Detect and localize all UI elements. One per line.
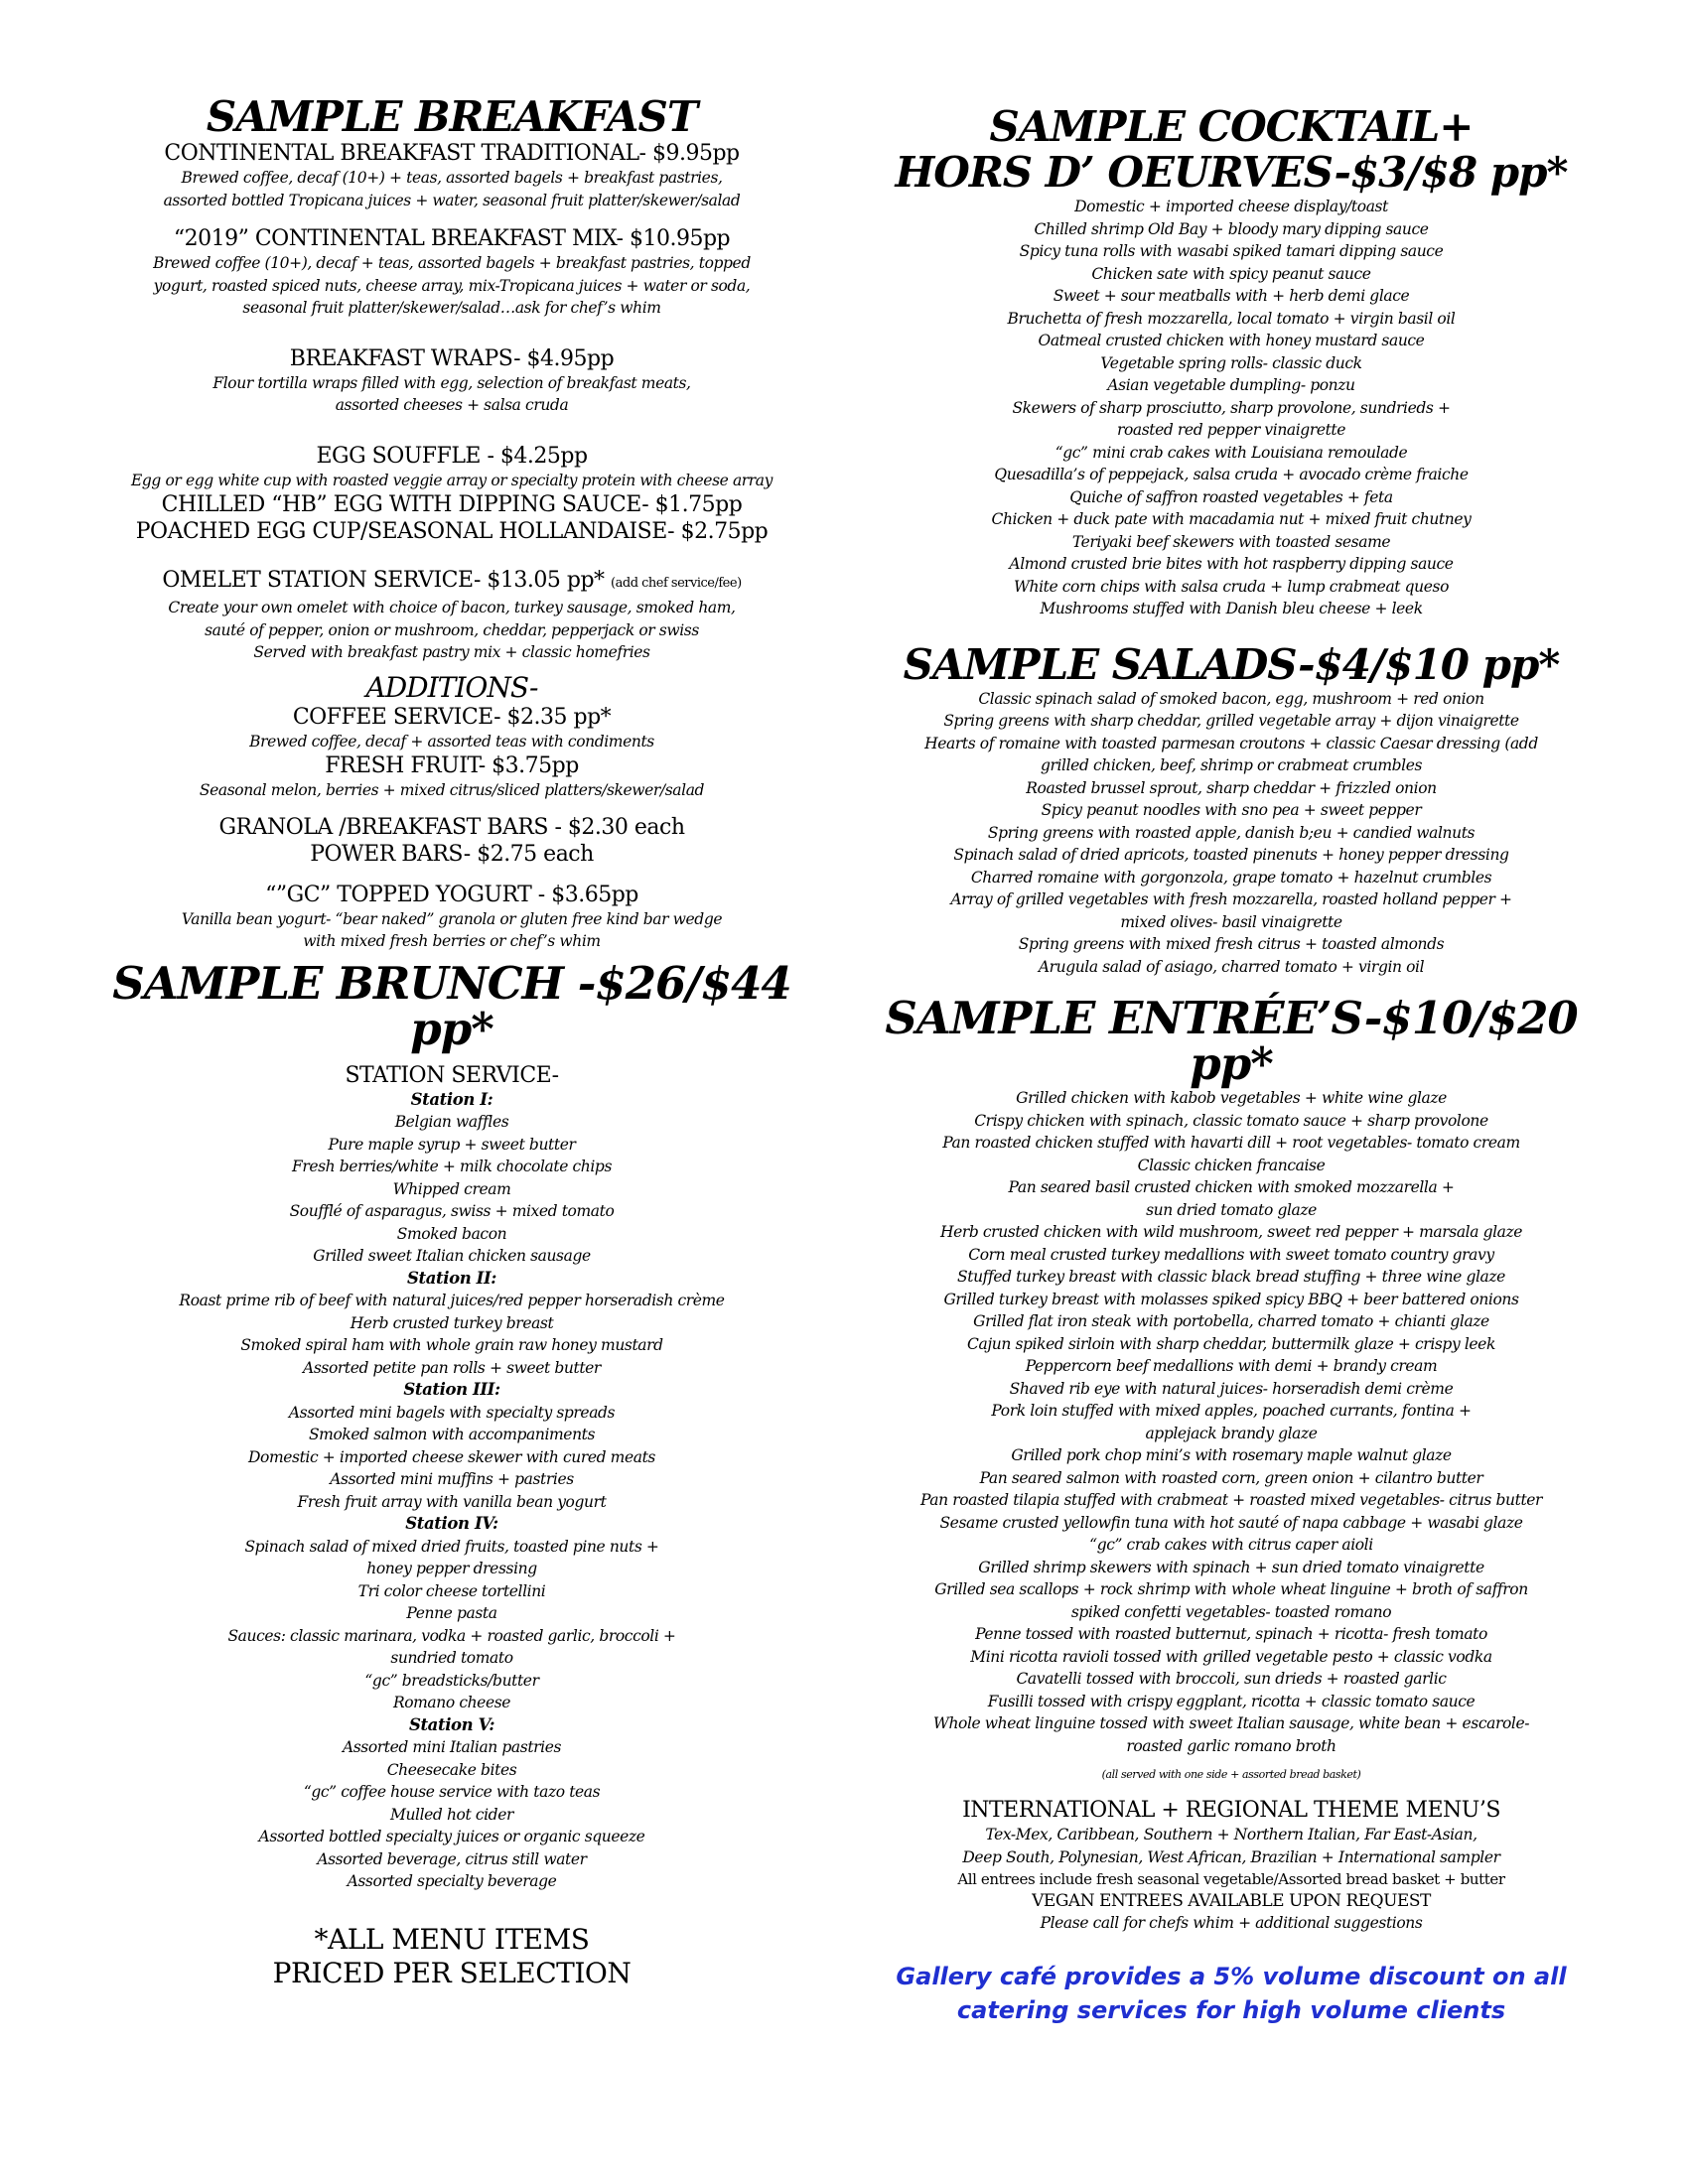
souffle-desc: Egg or egg white cup with roasted veggie array or specialty protein with cheese array xyxy=(131,471,773,489)
entree-item: Fusilli tossed with crispy eggplant, ricotta + classic tomato sauce xyxy=(987,1692,1476,1710)
cocktail-item: Quesadilla’s of peppejack, salsa cruda + avocado crème fraiche xyxy=(994,466,1469,483)
call-note: Please call for chefs whim + additional suggestions xyxy=(1040,1913,1423,1932)
poached-egg-head: POACHED EGG CUP/SEASONAL HOLLANDAISE- $2.75pp xyxy=(135,519,769,544)
souffle-section xyxy=(99,443,804,546)
station-item: Assorted bottled specialty juices or organic squeeze xyxy=(258,1828,645,1845)
entree-item: Cavatelli tossed with broccoli, sun drieds + roasted garlic xyxy=(1016,1670,1447,1688)
chilled-egg-head: CHILLED “HB” EGG WITH DIPPING SAUCE- $1.75pp xyxy=(161,492,743,517)
station-item: Fresh berries/white + milk chocolate chips xyxy=(291,1158,613,1175)
entree-item: Peppercorn beef medallions with demi + brandy cream xyxy=(1025,1357,1438,1375)
brunch-sub: STATION SERVICE- xyxy=(345,1062,559,1088)
cocktail-item: “gc” mini crab cakes with Louisiana remoulade xyxy=(1055,443,1408,462)
left-column xyxy=(99,94,804,1990)
station-item: Assorted mini muffins + pastries xyxy=(330,1470,574,1488)
station-item: Assorted mini bagels with specialty spreads xyxy=(288,1403,616,1422)
continental-head: CONTINENTAL BREAKFAST TRADITIONAL- $9.95pp xyxy=(164,141,740,166)
yogurt-desc-1: Vanilla bean yogurt- “bear naked” granola or gluten free kind bar wedge xyxy=(181,909,723,928)
granola-head: GRANOLA /BREAKFAST BARS - $2.30 each xyxy=(218,814,685,840)
station-item: Grilled sweet Italian chicken sausage xyxy=(313,1247,591,1265)
cocktail-item: White corn chips with salsa cruda + lump crabmeat queso xyxy=(1013,577,1450,596)
entree-item: Pan seared basil crusted chicken with smoked mozzarella + xyxy=(1008,1178,1455,1196)
entree-item: Sesame crusted yellowfin tuna with hot sauté of napa cabbage + wasabi glaze xyxy=(939,1513,1523,1532)
fruit-head: FRESH FRUIT- $3.75pp xyxy=(325,753,579,778)
station-item: Domestic + imported cheese skewer with cured meats xyxy=(248,1447,655,1466)
breakfast-title: SAMPLE BREAKFAST xyxy=(206,92,698,141)
right-column xyxy=(874,104,1589,2027)
entree-item: sun dried tomato glaze xyxy=(1146,1200,1317,1219)
salad-item: Hearts of romaine with toasted parmesan croutons + classic Caesar dressing (add xyxy=(924,734,1538,752)
entrees-note: (all served with one side + assorted bread basket) xyxy=(1101,1768,1361,1781)
mix-desc-2: yogurt, roasted spiced nuts, cheese array, mix-Tropicana juices + water or soda, xyxy=(153,276,751,295)
station-name: Station V: xyxy=(408,1714,495,1734)
entree-item: Shaved rib eye with natural juices- horseradish demi crème xyxy=(1009,1379,1454,1398)
entree-item: Crispy chicken with spinach, classic tomato sauce + sharp provolone xyxy=(974,1111,1488,1130)
station-item: honey pepper dressing xyxy=(366,1560,537,1577)
station-item: Smoked salmon with accompaniments xyxy=(308,1426,596,1443)
continental-desc-1: Brewed coffee, decaf (10+) + teas, assorted bagels + breakfast pastries, xyxy=(181,169,723,187)
entree-item: “gc” crab cakes with citrus caper aioli xyxy=(1089,1536,1373,1554)
international-desc-2: Deep South, Polynesian, West African, Brazilian + International sampler xyxy=(962,1847,1500,1866)
salad-item: Spicy peanut noodles with sno pea + sweet pepper xyxy=(1041,801,1422,819)
wraps-head: BREAKFAST WRAPS- $4.95pp xyxy=(289,345,615,371)
cocktail-item: Chilled shrimp Old Bay + bloody mary dipping sauce xyxy=(1034,219,1429,238)
cocktail-item: Oatmeal crusted chicken with honey mustard sauce xyxy=(1038,332,1425,349)
station-item: Whipped cream xyxy=(392,1179,511,1198)
cocktail-item: Quiche of saffron roasted vegetables + feta xyxy=(1069,487,1393,506)
station-item: Sauces: classic marinara, vodka + roasted garlic, broccoli + xyxy=(227,1626,676,1645)
vegan-note: VEGAN ENTREES AVAILABLE UPON REQUEST xyxy=(1032,1890,1431,1911)
omelet-head-text: OMELET STATION SERVICE- $13.05 pp* xyxy=(162,568,605,593)
cocktail-item: Sweet + sour meatballs with + herb demi glace xyxy=(1053,287,1410,305)
entree-item: Corn meal crusted turkey medallions with sweet tomato country gravy xyxy=(968,1245,1494,1264)
power-head: POWER BARS- $2.75 each xyxy=(310,841,594,867)
international-section xyxy=(874,1797,1589,1934)
coffee-desc: Brewed coffee, decaf + assorted teas with condiments xyxy=(249,732,654,751)
yogurt-head: “”GC” TOPPED YOGURT - $3.65pp xyxy=(265,882,638,907)
entree-item: Classic chicken francaise xyxy=(1137,1156,1326,1174)
station-item: Assorted mini Italian pastries xyxy=(342,1738,562,1756)
salad-item: Spinach salad of dried apricots, toasted pinenuts + honey pepper dressing xyxy=(953,846,1509,864)
international-head: INTERNATIONAL + REGIONAL THEME MENU’S xyxy=(962,1798,1500,1823)
brunch-title: SAMPLE BRUNCH -$26/$44 pp* xyxy=(112,956,791,1055)
station-name: Station I: xyxy=(410,1089,493,1109)
omelet-desc-1: Create your own omelet with choice of bacon, turkey sausage, smoked ham, xyxy=(168,599,736,616)
additions-title: ADDITIONS- xyxy=(365,670,538,704)
entree-item: Grilled shrimp skewers with spinach + sun dried tomato vinaigrette xyxy=(978,1558,1484,1576)
station-name: Station IV: xyxy=(405,1514,498,1533)
wraps-section xyxy=(99,345,804,417)
station-item: Belgian waffles xyxy=(394,1113,509,1131)
cocktail-item: roasted red pepper vinaigrette xyxy=(1116,421,1346,439)
cocktail-item: Teriyaki beef skewers with toasted sesame xyxy=(1071,532,1391,551)
footer-note xyxy=(99,1923,804,1990)
continental-section xyxy=(99,140,804,211)
station-item: Cheesecake bites xyxy=(386,1760,517,1779)
cocktail-item: Vegetable spring rolls- classic duck xyxy=(1100,353,1362,372)
station-item: Pure maple syrup + sweet butter xyxy=(328,1135,576,1154)
discount-line-1: Gallery café provides a 5% volume discount on all xyxy=(896,1963,1567,1990)
station-item: Assorted petite pan rolls + sweet butter xyxy=(303,1358,601,1377)
station-item: sundried tomato xyxy=(390,1649,513,1667)
cocktail-list xyxy=(874,196,1589,620)
entree-item: spiked confetti vegetables- toasted romano xyxy=(1070,1602,1392,1621)
wraps-desc-2: assorted cheeses + salsa cruda xyxy=(335,396,569,414)
mix-desc-3: seasonal fruit platter/skewer/salad…ask for chef’s whim xyxy=(242,299,661,317)
salad-item: Spring greens with sharp cheddar, grilled vegetable array + dijon vinaigrette xyxy=(943,712,1519,730)
station-item: Spinach salad of mixed dried fruits, toasted pine nuts + xyxy=(244,1537,659,1556)
entree-item: Whole wheat linguine tossed with sweet Italian sausage, white bean + escarole- xyxy=(932,1714,1530,1732)
salads-list xyxy=(874,688,1589,979)
station-item: Assorted beverage, citrus still water xyxy=(317,1849,587,1868)
station-name: Station III: xyxy=(403,1380,500,1399)
station-item: Assorted specialty beverage xyxy=(347,1872,557,1890)
souffle-head: EGG SOUFFLE - $4.25pp xyxy=(316,443,588,469)
entree-item: Grilled flat iron steak with portobella, charred tomato + chianti glaze xyxy=(973,1312,1489,1330)
station-item: Tri color cheese tortellini xyxy=(357,1581,546,1600)
salad-item: Charred romaine with gorgonzola, grape tomato + hazelnut crumbles xyxy=(970,868,1492,887)
entree-item: Grilled pork chop mini’s with rosemary maple walnut glaze xyxy=(1011,1446,1452,1464)
mix-desc-1: Brewed coffee (10+), decaf + teas, assorted bagels + breakfast pastries, topped xyxy=(153,254,751,272)
brunch-stations xyxy=(99,1089,804,1893)
cocktail-item: Asian vegetable dumpling- ponzu xyxy=(1107,376,1355,394)
omelet-head xyxy=(99,567,804,597)
station-name: Station II: xyxy=(407,1268,496,1288)
entree-item: roasted garlic romano broth xyxy=(1126,1736,1336,1755)
station-item: Smoked bacon xyxy=(396,1224,507,1243)
discount-note xyxy=(874,1960,1589,2027)
footer-note-line-1: *ALL MENU ITEMS xyxy=(314,1922,590,1956)
station-item: Smoked spiral ham with whole grain raw honey mustard xyxy=(240,1336,663,1354)
salads-title: SAMPLE SALADS-$4/$10 pp* xyxy=(903,639,1560,689)
salad-item: Classic spinach salad of smoked bacon, egg, mushroom + red onion xyxy=(978,689,1484,708)
station-item: “gc” breadsticks/butter xyxy=(364,1671,539,1690)
mix-section xyxy=(99,225,804,320)
station-item: Romano cheese xyxy=(392,1694,511,1711)
cocktail-item: Bruchetta of fresh mozzarella, local tomato + virgin basil oil xyxy=(1007,309,1456,328)
cocktail-title-2: HORS D’ OEURVES-$3/$8 pp* xyxy=(895,148,1568,197)
wraps-desc-1: Flour tortilla wraps filled with egg, selection of breakfast meats, xyxy=(212,373,691,392)
omelet-desc-3: Served with breakfast pastry mix + classic homefries xyxy=(253,643,650,661)
station-item: Herb crusted turkey breast xyxy=(350,1313,554,1332)
cocktail-item: Chicken + duck pate with macadamia nut + mixed fruit chutney xyxy=(991,510,1472,528)
omelet-section xyxy=(99,567,804,664)
entree-item: Herb crusted chicken with wild mushroom, sweet red pepper + marsala glaze xyxy=(939,1223,1523,1241)
fruit-desc: Seasonal melon, berries + mixed citrus/sliced platters/skewer/salad xyxy=(199,781,705,799)
salad-item: grilled chicken, beef, shrimp or crabmeat crumbles xyxy=(1040,756,1423,774)
entree-item: applejack brandy glaze xyxy=(1145,1424,1318,1442)
international-plain: All entrees include fresh seasonal vegetable/Assorted bread basket + butter xyxy=(957,1870,1505,1888)
entree-item: Grilled sea scallops + rock shrimp with whole wheat linguine + broth of saffron xyxy=(934,1580,1528,1598)
station-item: “gc” coffee house service with tazo teas xyxy=(303,1783,601,1801)
discount-line-2: catering services for high volume clients xyxy=(956,1996,1506,2024)
continental-desc-2: assorted bottled Tropicana juices + water, seasonal fruit platter/skewer/salad xyxy=(163,191,741,209)
salad-item: Spring greens with mixed fresh citrus + toasted almonds xyxy=(1018,935,1445,953)
salad-item: Array of grilled vegetables with fresh mozzarella, roasted holland pepper + xyxy=(950,890,1512,908)
coffee-head: COFFEE SERVICE- $2.35 pp* xyxy=(292,704,612,730)
station-item: Soufflé of asparagus, swiss + mixed tomato xyxy=(289,1202,615,1220)
entree-item: Cajun spiked sirloin with sharp cheddar, buttermilk glaze + crispy leek xyxy=(967,1334,1495,1353)
mix-head: “2019” CONTINENTAL BREAKFAST MIX- $10.95pp xyxy=(173,226,731,251)
salad-item: Roasted brussel sprout, sharp cheddar + frizzled onion xyxy=(1026,778,1437,797)
salad-item: mixed olives- basil vinaigrette xyxy=(1120,912,1342,931)
entree-item: Penne tossed with roasted butternut, spinach + ricotta- fresh tomato xyxy=(975,1625,1487,1643)
station-item: Roast prime rib of beef with natural juices/red pepper horseradish crème xyxy=(179,1292,725,1309)
station-item: Penne pasta xyxy=(406,1604,497,1622)
cocktail-item: Mushrooms stuffed with Danish bleu cheese + leek xyxy=(1040,600,1423,617)
entree-item: Pork loin stuffed with mixed apples, poached currants, fontina + xyxy=(991,1402,1472,1420)
entree-item: Stuffed turkey breast with classic black bread stuffing + three wine glaze xyxy=(957,1268,1505,1286)
entree-item: Mini ricotta ravioli tossed with grilled vegetable pesto + classic vodka xyxy=(970,1647,1492,1666)
salad-item: Spring greens with roasted apple, danish b;eu + candied walnuts xyxy=(987,823,1476,842)
cocktail-title-1: SAMPLE COCKTAIL+ xyxy=(989,102,1474,151)
entree-item: Pan roasted tilapia stuffed with crabmeat + roasted mixed vegetables- citrus butter xyxy=(919,1491,1543,1509)
entree-item: Grilled turkey breast with molasses spiked spicy BBQ + beer battered onions xyxy=(943,1290,1519,1308)
station-item: Mulled hot cider xyxy=(389,1805,513,1824)
yogurt-desc-2: with mixed fresh berries or chef’s whim xyxy=(303,932,601,950)
cocktail-item: Domestic + imported cheese display/toast xyxy=(1074,198,1388,215)
cocktail-item: Almond crusted brie bites with hot raspberry dipping sauce xyxy=(1009,555,1454,573)
cocktail-item: Chicken sate with spicy peanut sauce xyxy=(1091,264,1371,283)
cocktail-item: Skewers of sharp prosciutto, sharp provolone, sundrieds + xyxy=(1012,398,1451,417)
omelet-desc-2: sauté of pepper, onion or mushroom, cheddar, pepperjack or swiss xyxy=(205,620,699,639)
entrees-title: SAMPLE ENTRÉE’S-$10/$20 pp* xyxy=(885,992,1578,1090)
cocktail-item: Spicy tuna rolls with wasabi spiked tamari dipping sauce xyxy=(1019,242,1444,260)
entrees-list xyxy=(874,1087,1589,1757)
station-item: Fresh fruit array with vanilla bean yogurt xyxy=(297,1492,607,1511)
entree-item: Pan seared salmon with roasted corn, green onion + cilantro butter xyxy=(979,1468,1483,1487)
footer-note-line-2: PRICED PER SELECTION xyxy=(272,1956,632,1989)
salad-item: Arugula salad of asiago, charred tomato + virgin oil xyxy=(1038,957,1425,976)
international-desc-1: Tex-Mex, Caribbean, Southern + Northern Italian, Far East-Asian, xyxy=(985,1826,1477,1843)
omelet-note: (add chef service/fee) xyxy=(611,576,742,591)
additions-section xyxy=(99,672,804,953)
entree-item: Pan roasted chicken stuffed with havarti dill + root vegetables- tomato cream xyxy=(942,1134,1520,1152)
entree-item: Grilled chicken with kabob vegetables + white wine glaze xyxy=(1016,1089,1447,1107)
